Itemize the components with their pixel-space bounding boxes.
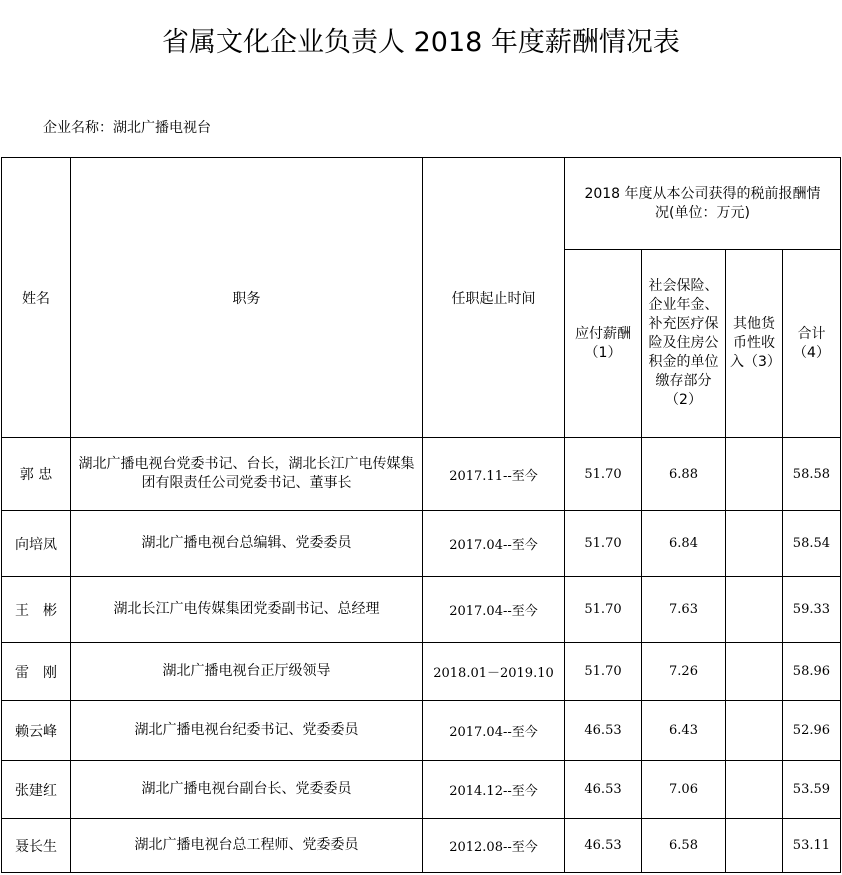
table-row	[2, 577, 841, 643]
cell-name: 雷 刚	[2, 643, 71, 701]
cell-salary: 51.70	[565, 577, 642, 643]
cell-position: 湖北广播电视台总编辑、党委委员	[71, 511, 423, 577]
cell-salary: 51.70	[565, 643, 642, 701]
cell-term: 2018.01－2019.10	[423, 643, 565, 701]
table-row	[2, 701, 841, 761]
header-total: 合计（4）	[783, 250, 841, 438]
cell-total: 58.54	[783, 511, 841, 577]
header-insurance: 社会保险、企业年金、补充医疗保险及住房公积金的单位缴存部分（2）	[642, 250, 726, 438]
cell-other-income	[726, 577, 783, 643]
cell-total: 58.96	[783, 643, 841, 701]
header-salary: 应付薪酬（1）	[565, 250, 642, 438]
cell-salary: 46.53	[565, 761, 642, 819]
cell-insurance: 6.43	[642, 701, 726, 761]
cell-insurance: 7.06	[642, 761, 726, 819]
salary-table	[1, 157, 841, 873]
cell-insurance: 7.26	[642, 643, 726, 701]
header-other-income: 其他货币性收入（3）	[726, 250, 783, 438]
cell-insurance: 6.88	[642, 438, 726, 511]
cell-name: 王 彬	[2, 577, 71, 643]
cell-salary: 51.70	[565, 438, 642, 511]
header-name: 姓名	[2, 158, 71, 438]
table-row	[2, 438, 841, 511]
cell-other-income	[726, 643, 783, 701]
cell-other-income	[726, 701, 783, 761]
table-row	[2, 643, 841, 701]
cell-term: 2017.04--至今	[423, 701, 565, 761]
cell-position: 湖北广播电视台副台长、党委委员	[71, 761, 423, 819]
cell-salary: 46.53	[565, 701, 642, 761]
table-row	[2, 511, 841, 577]
page-title: 省属文化企业负责人 2018 年度薪酬情况表	[162, 27, 680, 58]
cell-total: 53.11	[783, 819, 841, 873]
cell-total: 53.59	[783, 761, 841, 819]
cell-term: 2017.11--至今	[423, 438, 565, 511]
cell-other-income	[726, 761, 783, 819]
cell-position: 湖北长江广电传媒集团党委副书记、总经理	[71, 577, 423, 643]
cell-insurance: 7.63	[642, 577, 726, 643]
cell-total: 52.96	[783, 701, 841, 761]
header-term: 任职起止时间	[423, 158, 565, 438]
cell-name: 郭 忠	[2, 438, 71, 511]
cell-other-income	[726, 511, 783, 577]
cell-term: 2014.12--至今	[423, 761, 565, 819]
header-compensation-group: 2018 年度从本公司获得的税前报酬情况(单位：万元)	[565, 158, 841, 250]
cell-term: 2017.04--至今	[423, 511, 565, 577]
cell-salary: 51.70	[565, 511, 642, 577]
header-position: 职务	[71, 158, 423, 438]
cell-position: 湖北广播电视台总工程师、党委委员	[71, 819, 423, 873]
table-row	[2, 819, 841, 873]
company-name: 企业名称：湖北广播电视台	[43, 120, 211, 136]
cell-salary: 46.53	[565, 819, 642, 873]
table-row	[2, 761, 841, 819]
cell-name: 聂长生	[2, 819, 71, 873]
cell-name: 向培凤	[2, 511, 71, 577]
cell-position: 湖北广播电视台纪委书记、党委委员	[71, 701, 423, 761]
cell-total: 58.58	[783, 438, 841, 511]
cell-term: 2017.04--至今	[423, 577, 565, 643]
cell-name: 赖云峰	[2, 701, 71, 761]
cell-total: 59.33	[783, 577, 841, 643]
cell-position: 湖北广播电视台正厅级领导	[71, 643, 423, 701]
cell-term: 2012.08--至今	[423, 819, 565, 873]
cell-name: 张建红	[2, 761, 71, 819]
cell-other-income	[726, 819, 783, 873]
cell-other-income	[726, 438, 783, 511]
cell-position: 湖北广播电视台党委书记、台长，湖北长江广电传媒集团有限责任公司党委书记、董事长	[71, 438, 423, 511]
cell-insurance: 6.84	[642, 511, 726, 577]
cell-insurance: 6.58	[642, 819, 726, 873]
